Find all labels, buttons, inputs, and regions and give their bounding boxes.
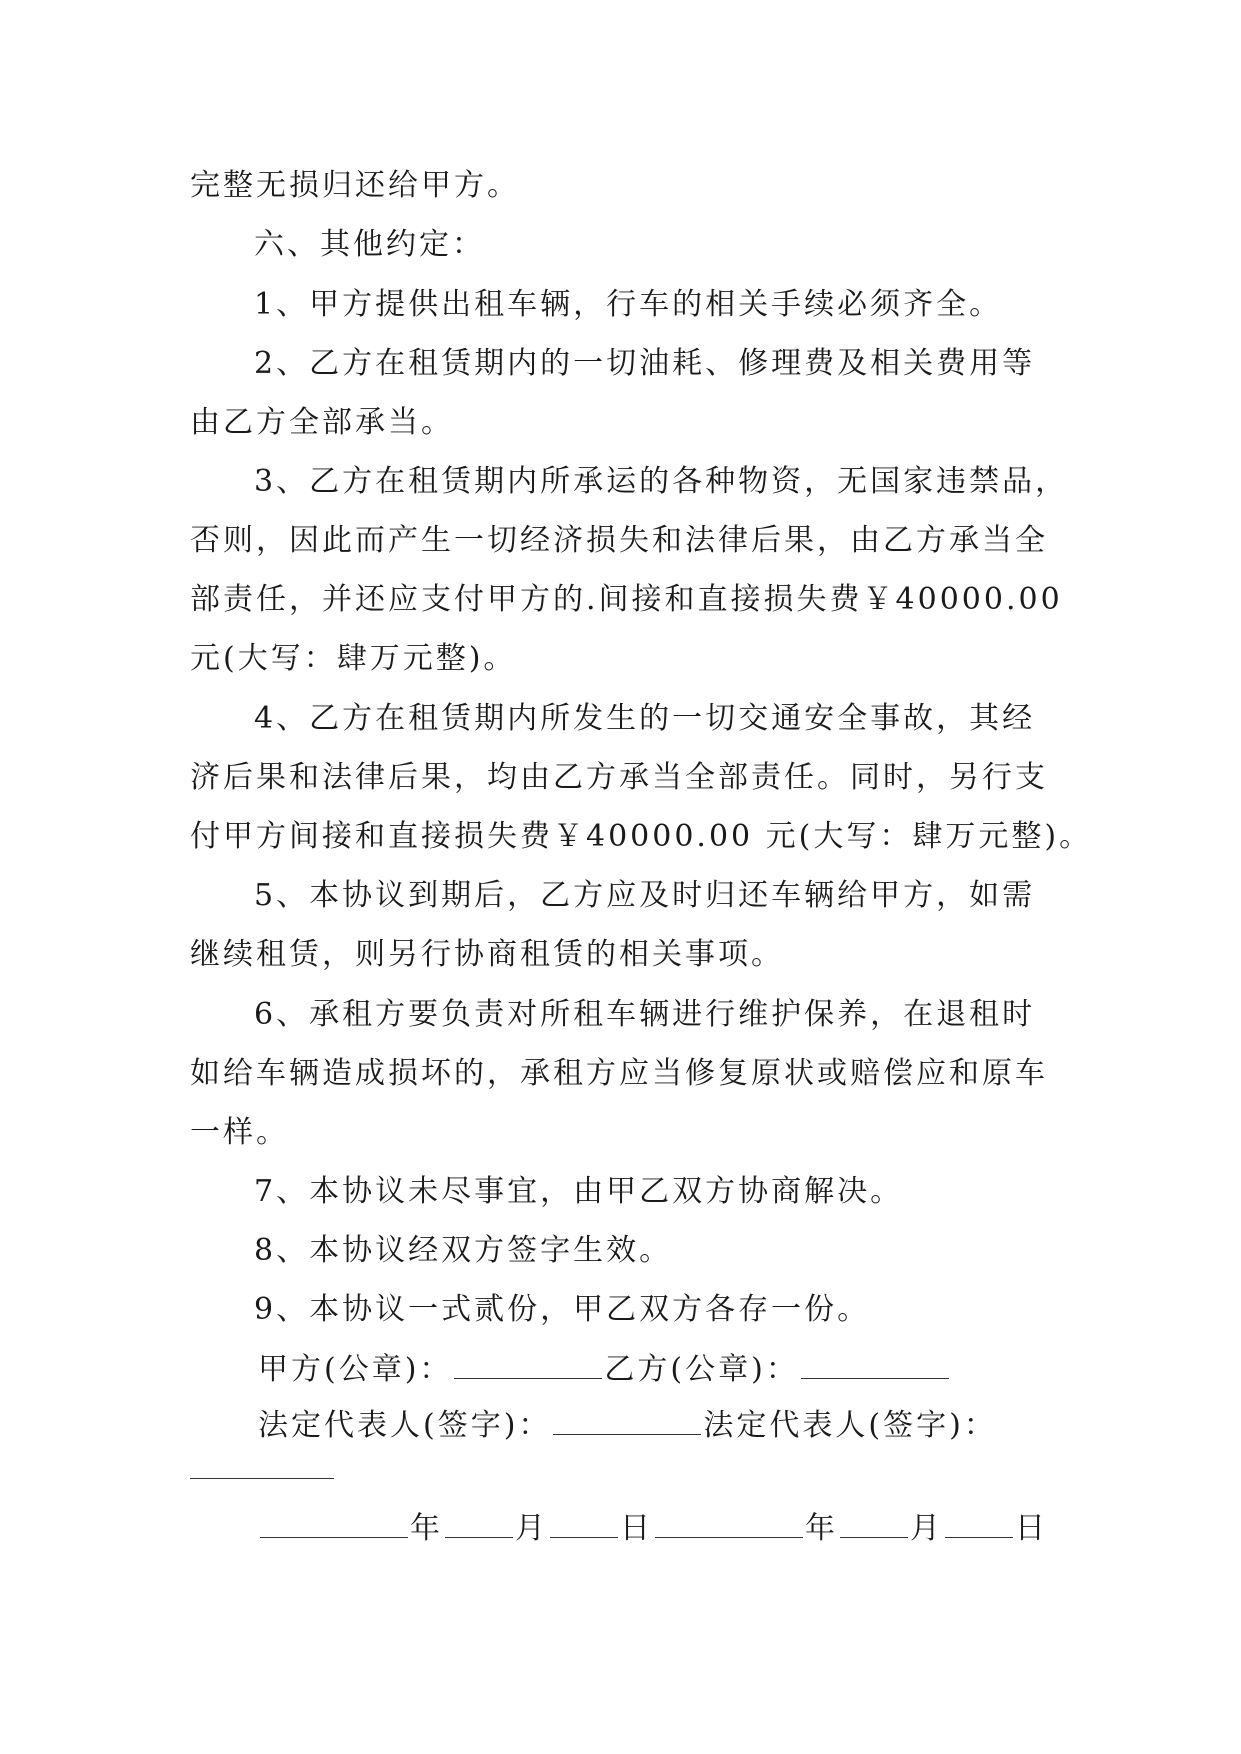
party-b-seal-label: 乙方(公章)： <box>604 1352 799 1387</box>
clause-5: 5、本协议到期后，乙方应及时归还车辆给甲方，如需 <box>254 878 1036 913</box>
clause-6-cont: 如给车辆造成损坏的，承租方应当修复原状或赔偿应和原车 <box>190 1056 1048 1091</box>
day-label: 日 <box>620 1511 653 1546</box>
clause-3: 3、乙方在租赁期内所承运的各种物资，无国家违禁品， <box>254 464 1069 499</box>
clause-3-cont: 元(大写：肆万元整)。 <box>190 641 517 676</box>
rep-b-blank <box>190 1478 334 1479</box>
clause-6: 6、承租方要负责对所租车辆进行维护保养，在退租时 <box>254 997 1036 1032</box>
date-row <box>258 1507 1048 1549</box>
rep-a-blank <box>553 1404 701 1435</box>
year-blank-a <box>260 1507 408 1538</box>
party-a-seal-label: 甲方(公章)： <box>258 1352 453 1387</box>
month-label: 月 <box>515 1511 548 1546</box>
day-blank-a <box>550 1507 618 1538</box>
clause-4-cont: 付甲方间接和直接损失费￥40000.00 元(大写：肆万元整)。 <box>190 819 1093 854</box>
clause-5-cont: 继续租赁，则另行协商租赁的相关事项。 <box>190 937 784 972</box>
clause-3-cont: 否则，因此而产生一切经济损失和法律后果，由乙方承当全 <box>190 523 1048 558</box>
rep-b-label: 法定代表人(签字)： <box>703 1408 997 1443</box>
clause-9: 9、本协议一式贰份，甲乙双方各存一份。 <box>254 1292 871 1327</box>
month-label: 月 <box>910 1511 943 1546</box>
clause-4-cont: 济后果和法律后果，均由乙方承当全部责任。同时，另行支 <box>190 760 1048 795</box>
day-blank-b <box>945 1507 1013 1538</box>
month-blank-b <box>840 1507 908 1538</box>
party-a-seal-blank <box>454 1348 602 1379</box>
rep-a-label: 法定代表人(签字)： <box>258 1408 552 1443</box>
seal-signature-row <box>258 1348 951 1390</box>
clause-4: 4、乙方在租赁期内所发生的一切交通安全事故，其经 <box>254 701 1036 736</box>
clause-6-cont: 一样。 <box>190 1115 289 1150</box>
section-heading: 六、其他约定： <box>254 227 485 262</box>
year-blank-b <box>655 1507 803 1538</box>
clause-3-cont: 部责任，并还应支付甲方的.间接和直接损失费￥40000.00 <box>190 582 1063 617</box>
year-label: 年 <box>410 1511 443 1546</box>
year-label: 年 <box>805 1511 838 1546</box>
month-blank-a <box>445 1507 513 1538</box>
day-label: 日 <box>1015 1511 1048 1546</box>
clause-1: 1、甲方提供出租车辆，行车的相关手续必须齐全。 <box>254 287 1003 322</box>
clause-7: 7、本协议未尽事宜，由甲乙双方协商解决。 <box>254 1174 904 1209</box>
clause-2-cont: 由乙方全部承当。 <box>190 405 454 440</box>
clause-8: 8、本协议经双方签字生效。 <box>254 1233 673 1268</box>
paragraph-line: 完整无损归还给甲方。 <box>190 168 520 203</box>
representative-signature-row <box>258 1404 997 1446</box>
clause-2: 2、乙方在租赁期内的一切油耗、修理费及相关费用等 <box>254 346 1036 381</box>
party-b-seal-blank <box>801 1348 949 1379</box>
